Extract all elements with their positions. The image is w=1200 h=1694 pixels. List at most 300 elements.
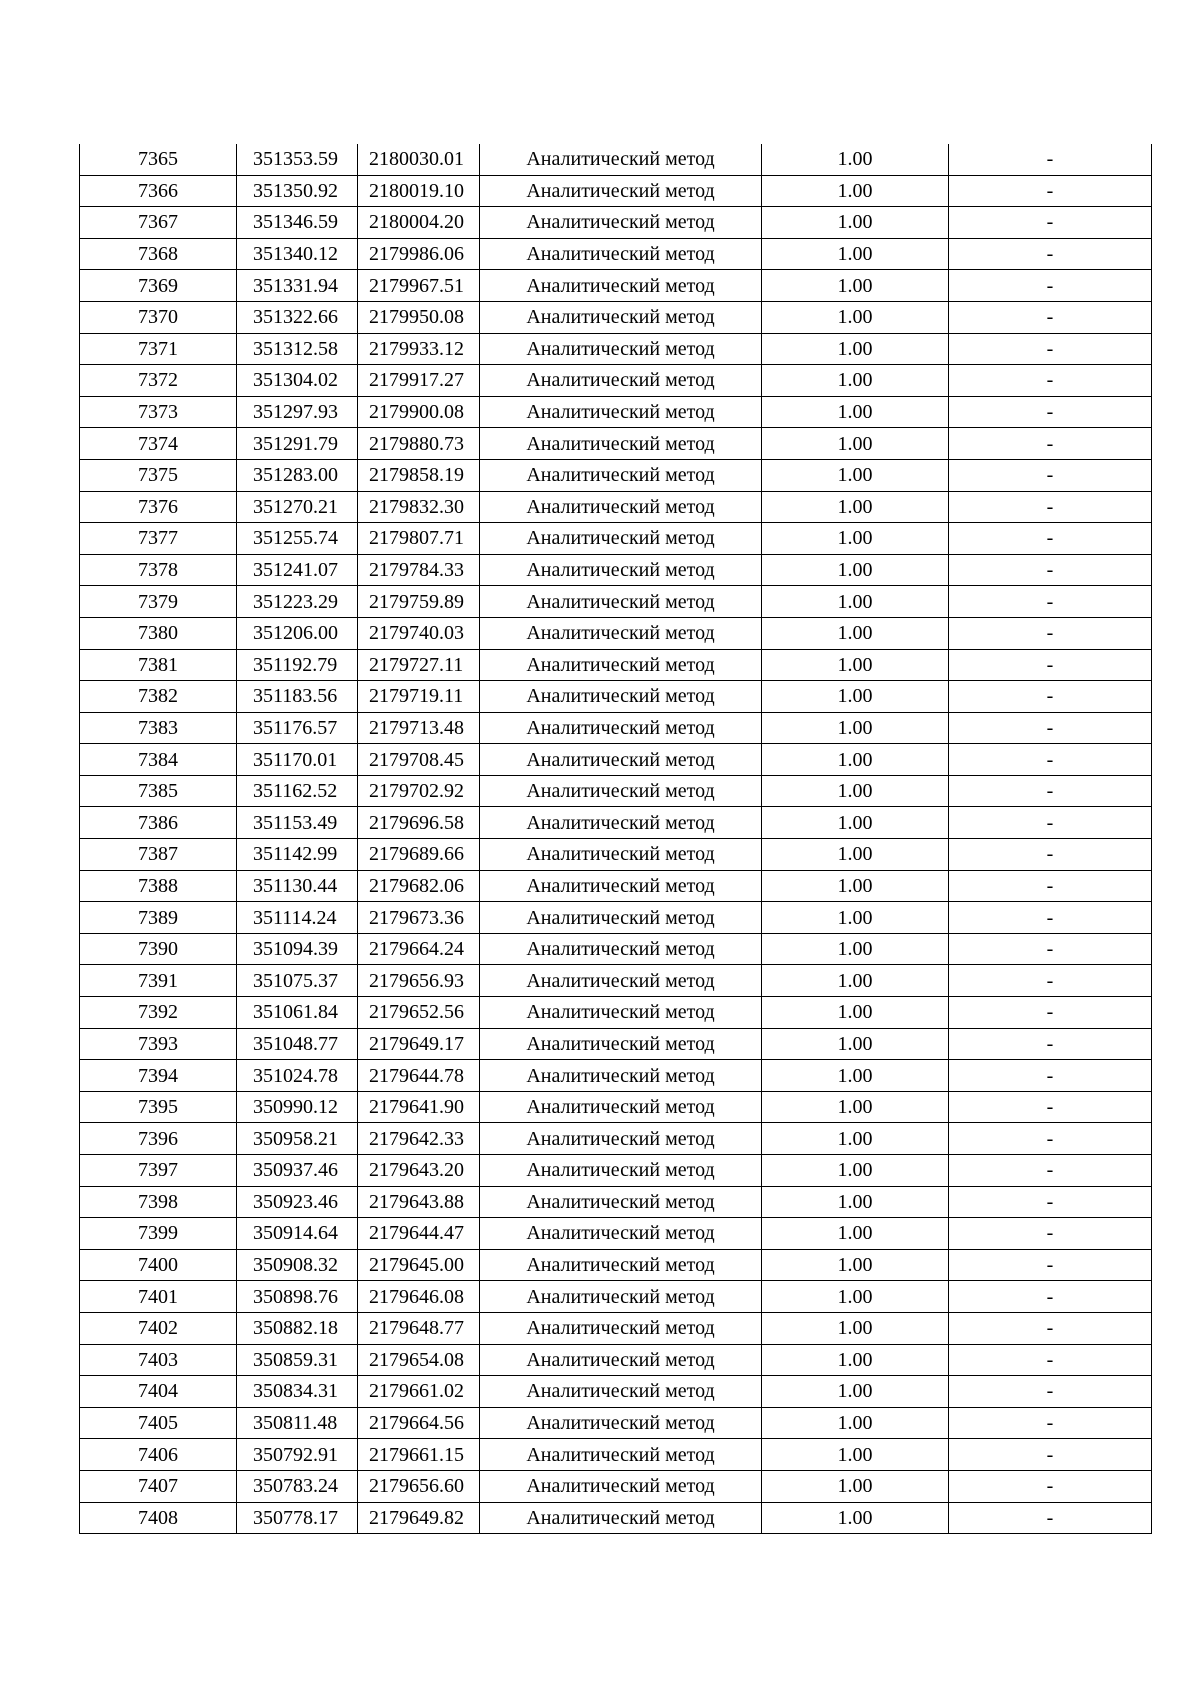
description-cell: - [949,554,1152,586]
x-coordinate-cell: 351331.94 [237,270,358,302]
y-coordinate-cell: 2179648.77 [358,1312,480,1344]
x-coordinate-cell: 351048.77 [237,1028,358,1060]
method-cell: Аналитический метод [480,870,762,902]
point-number-cell: 7402 [80,1312,237,1344]
method-cell: Аналитический метод [480,933,762,965]
description-cell: - [949,1091,1152,1123]
accuracy-cell: 1.00 [762,1060,949,1092]
x-coordinate-cell: 351061.84 [237,997,358,1029]
method-cell: Аналитический метод [480,1060,762,1092]
accuracy-cell: 1.00 [762,270,949,302]
point-number-cell: 7398 [80,1186,237,1218]
point-number-cell: 7382 [80,681,237,713]
x-coordinate-cell: 350898.76 [237,1281,358,1313]
table-row [80,175,1152,207]
x-coordinate-cell: 350908.32 [237,1249,358,1281]
accuracy-cell: 1.00 [762,1281,949,1313]
accuracy-cell: 1.00 [762,333,949,365]
method-cell: Аналитический метод [480,649,762,681]
accuracy-cell: 1.00 [762,902,949,934]
table-row [80,1312,1152,1344]
method-cell: Аналитический метод [480,839,762,871]
x-coordinate-cell: 351283.00 [237,459,358,491]
point-number-cell: 7370 [80,301,237,333]
accuracy-cell: 1.00 [762,649,949,681]
method-cell: Аналитический метод [480,1439,762,1471]
method-cell: Аналитический метод [480,586,762,618]
x-coordinate-cell: 351192.79 [237,649,358,681]
x-coordinate-cell: 351223.29 [237,586,358,618]
point-number-cell: 7386 [80,807,237,839]
method-cell: Аналитический метод [480,1028,762,1060]
accuracy-cell: 1.00 [762,1028,949,1060]
accuracy-cell: 1.00 [762,238,949,270]
y-coordinate-cell: 2179682.06 [358,870,480,902]
table-row [80,1344,1152,1376]
point-number-cell: 7395 [80,1091,237,1123]
point-number-cell: 7368 [80,238,237,270]
table-row [80,144,1152,175]
y-coordinate-cell: 2179740.03 [358,617,480,649]
y-coordinate-cell: 2179917.27 [358,365,480,397]
point-number-cell: 7388 [80,870,237,902]
table-row [80,1470,1152,1502]
description-cell: - [949,1470,1152,1502]
table-row [80,744,1152,776]
x-coordinate-cell: 351075.37 [237,965,358,997]
description-cell: - [949,775,1152,807]
table-row [80,1123,1152,1155]
table-row [80,649,1152,681]
x-coordinate-cell: 351176.57 [237,712,358,744]
y-coordinate-cell: 2179713.48 [358,712,480,744]
x-coordinate-cell: 351346.59 [237,207,358,239]
table-row [80,365,1152,397]
method-cell: Аналитический метод [480,144,762,175]
y-coordinate-cell: 2179759.89 [358,586,480,618]
table-row [80,712,1152,744]
point-number-cell: 7408 [80,1502,237,1534]
table-row [80,775,1152,807]
description-cell: - [949,839,1152,871]
y-coordinate-cell: 2180004.20 [358,207,480,239]
method-cell: Аналитический метод [480,270,762,302]
point-number-cell: 7403 [80,1344,237,1376]
description-cell: - [949,1312,1152,1344]
y-coordinate-cell: 2179933.12 [358,333,480,365]
description-cell: - [949,333,1152,365]
x-coordinate-cell: 351297.93 [237,396,358,428]
description-cell: - [949,1028,1152,1060]
accuracy-cell: 1.00 [762,807,949,839]
point-number-cell: 7389 [80,902,237,934]
table-row [80,333,1152,365]
method-cell: Аналитический метод [480,1155,762,1187]
y-coordinate-cell: 2179807.71 [358,523,480,555]
x-coordinate-cell: 350783.24 [237,1470,358,1502]
y-coordinate-cell: 2179641.90 [358,1091,480,1123]
description-cell: - [949,207,1152,239]
point-number-cell: 7380 [80,617,237,649]
point-number-cell: 7383 [80,712,237,744]
accuracy-cell: 1.00 [762,207,949,239]
description-cell: - [949,1281,1152,1313]
accuracy-cell: 1.00 [762,1186,949,1218]
y-coordinate-cell: 2179673.36 [358,902,480,934]
method-cell: Аналитический метод [480,617,762,649]
description-cell: - [949,617,1152,649]
accuracy-cell: 1.00 [762,965,949,997]
y-coordinate-cell: 2179652.56 [358,997,480,1029]
point-number-cell: 7374 [80,428,237,460]
accuracy-cell: 1.00 [762,997,949,1029]
y-coordinate-cell: 2179649.17 [358,1028,480,1060]
y-coordinate-cell: 2179644.47 [358,1218,480,1250]
accuracy-cell: 1.00 [762,586,949,618]
point-number-cell: 7387 [80,839,237,871]
accuracy-cell: 1.00 [762,933,949,965]
table-row [80,1028,1152,1060]
description-cell: - [949,1218,1152,1250]
method-cell: Аналитический метод [480,1281,762,1313]
point-number-cell: 7375 [80,459,237,491]
method-cell: Аналитический метод [480,1091,762,1123]
accuracy-cell: 1.00 [762,1123,949,1155]
method-cell: Аналитический метод [480,238,762,270]
accuracy-cell: 1.00 [762,839,949,871]
method-cell: Аналитический метод [480,1407,762,1439]
description-cell: - [949,1407,1152,1439]
method-cell: Аналитический метод [480,175,762,207]
accuracy-cell: 1.00 [762,459,949,491]
point-number-cell: 7384 [80,744,237,776]
accuracy-cell: 1.00 [762,491,949,523]
y-coordinate-cell: 2179644.78 [358,1060,480,1092]
accuracy-cell: 1.00 [762,1439,949,1471]
accuracy-cell: 1.00 [762,1312,949,1344]
x-coordinate-cell: 351353.59 [237,144,358,175]
y-coordinate-cell: 2179646.08 [358,1281,480,1313]
description-cell: - [949,1123,1152,1155]
y-coordinate-cell: 2179643.88 [358,1186,480,1218]
description-cell: - [949,1155,1152,1187]
description-cell: - [949,175,1152,207]
x-coordinate-cell: 351312.58 [237,333,358,365]
point-number-cell: 7390 [80,933,237,965]
table-row [80,997,1152,1029]
x-coordinate-cell: 351170.01 [237,744,358,776]
y-coordinate-cell: 2179702.92 [358,775,480,807]
x-coordinate-cell: 351094.39 [237,933,358,965]
y-coordinate-cell: 2179645.00 [358,1249,480,1281]
point-number-cell: 7367 [80,207,237,239]
method-cell: Аналитический метод [480,301,762,333]
table-row [80,1376,1152,1408]
y-coordinate-cell: 2179689.66 [358,839,480,871]
accuracy-cell: 1.00 [762,1344,949,1376]
table-row [80,1281,1152,1313]
method-cell: Аналитический метод [480,1312,762,1344]
point-number-cell: 7381 [80,649,237,681]
description-cell: - [949,712,1152,744]
accuracy-cell: 1.00 [762,712,949,744]
y-coordinate-cell: 2179708.45 [358,744,480,776]
point-number-cell: 7373 [80,396,237,428]
accuracy-cell: 1.00 [762,1376,949,1408]
method-cell: Аналитический метод [480,902,762,934]
description-cell: - [949,586,1152,618]
method-cell: Аналитический метод [480,807,762,839]
y-coordinate-cell: 2179727.11 [358,649,480,681]
y-coordinate-cell: 2179858.19 [358,459,480,491]
y-coordinate-cell: 2179986.06 [358,238,480,270]
y-coordinate-cell: 2179654.08 [358,1344,480,1376]
method-cell: Аналитический метод [480,1249,762,1281]
y-coordinate-cell: 2179661.15 [358,1439,480,1471]
point-number-cell: 7366 [80,175,237,207]
description-cell: - [949,807,1152,839]
description-cell: - [949,270,1152,302]
accuracy-cell: 1.00 [762,870,949,902]
y-coordinate-cell: 2179880.73 [358,428,480,460]
table-row [80,459,1152,491]
description-cell: - [949,144,1152,175]
table-row [80,523,1152,555]
table-row [80,301,1152,333]
description-cell: - [949,681,1152,713]
y-coordinate-cell: 2179642.33 [358,1123,480,1155]
x-coordinate-cell: 351024.78 [237,1060,358,1092]
method-cell: Аналитический метод [480,681,762,713]
x-coordinate-cell: 351241.07 [237,554,358,586]
x-coordinate-cell: 351255.74 [237,523,358,555]
x-coordinate-cell: 350859.31 [237,1344,358,1376]
x-coordinate-cell: 351162.52 [237,775,358,807]
x-coordinate-cell: 350778.17 [237,1502,358,1534]
accuracy-cell: 1.00 [762,365,949,397]
description-cell: - [949,1249,1152,1281]
table-row [80,1439,1152,1471]
y-coordinate-cell: 2179719.11 [358,681,480,713]
method-cell: Аналитический метод [480,997,762,1029]
x-coordinate-cell: 351130.44 [237,870,358,902]
description-cell: - [949,1439,1152,1471]
table-row [80,933,1152,965]
description-cell: - [949,1502,1152,1534]
description-cell: - [949,1060,1152,1092]
point-number-cell: 7399 [80,1218,237,1250]
x-coordinate-cell: 351206.00 [237,617,358,649]
point-number-cell: 7404 [80,1376,237,1408]
accuracy-cell: 1.00 [762,175,949,207]
x-coordinate-cell: 351183.56 [237,681,358,713]
description-cell: - [949,1186,1152,1218]
y-coordinate-cell: 2179656.93 [358,965,480,997]
method-cell: Аналитический метод [480,1186,762,1218]
table-row [80,428,1152,460]
accuracy-cell: 1.00 [762,1218,949,1250]
accuracy-cell: 1.00 [762,1249,949,1281]
point-number-cell: 7392 [80,997,237,1029]
method-cell: Аналитический метод [480,207,762,239]
y-coordinate-cell: 2180019.10 [358,175,480,207]
table-row [80,270,1152,302]
point-number-cell: 7394 [80,1060,237,1092]
point-number-cell: 7400 [80,1249,237,1281]
description-cell: - [949,238,1152,270]
table-row [80,965,1152,997]
x-coordinate-cell: 351304.02 [237,365,358,397]
x-coordinate-cell: 351340.12 [237,238,358,270]
table-row [80,870,1152,902]
description-cell: - [949,744,1152,776]
point-number-cell: 7397 [80,1155,237,1187]
point-number-cell: 7376 [80,491,237,523]
y-coordinate-cell: 2179649.82 [358,1502,480,1534]
table-row [80,617,1152,649]
x-coordinate-cell: 351291.79 [237,428,358,460]
table-row [80,1091,1152,1123]
point-number-cell: 7396 [80,1123,237,1155]
description-cell: - [949,870,1152,902]
accuracy-cell: 1.00 [762,1502,949,1534]
y-coordinate-cell: 2179643.20 [358,1155,480,1187]
table-row [80,1218,1152,1250]
y-coordinate-cell: 2179661.02 [358,1376,480,1408]
accuracy-cell: 1.00 [762,144,949,175]
x-coordinate-cell: 350937.46 [237,1155,358,1187]
table-row [80,902,1152,934]
method-cell: Аналитический метод [480,965,762,997]
accuracy-cell: 1.00 [762,1155,949,1187]
accuracy-cell: 1.00 [762,301,949,333]
method-cell: Аналитический метод [480,428,762,460]
table-row [80,1060,1152,1092]
point-number-cell: 7379 [80,586,237,618]
method-cell: Аналитический метод [480,1344,762,1376]
description-cell: - [949,649,1152,681]
table-row [80,807,1152,839]
description-cell: - [949,365,1152,397]
accuracy-cell: 1.00 [762,428,949,460]
table-row [80,586,1152,618]
x-coordinate-cell: 351270.21 [237,491,358,523]
point-number-cell: 7369 [80,270,237,302]
method-cell: Аналитический метод [480,712,762,744]
y-coordinate-cell: 2179784.33 [358,554,480,586]
x-coordinate-cell: 351322.66 [237,301,358,333]
y-coordinate-cell: 2180030.01 [358,144,480,175]
description-cell: - [949,965,1152,997]
description-cell: - [949,1376,1152,1408]
coordinates-table-body [80,144,1152,1534]
description-cell: - [949,428,1152,460]
point-number-cell: 7378 [80,554,237,586]
x-coordinate-cell: 351350.92 [237,175,358,207]
accuracy-cell: 1.00 [762,775,949,807]
method-cell: Аналитический метод [480,365,762,397]
x-coordinate-cell: 351153.49 [237,807,358,839]
table-row [80,491,1152,523]
method-cell: Аналитический метод [480,1470,762,1502]
table-row [80,238,1152,270]
point-number-cell: 7407 [80,1470,237,1502]
table-row [80,1407,1152,1439]
method-cell: Аналитический метод [480,1502,762,1534]
table-row [80,1502,1152,1534]
table-row [80,1186,1152,1218]
table-row [80,554,1152,586]
method-cell: Аналитический метод [480,1218,762,1250]
accuracy-cell: 1.00 [762,617,949,649]
y-coordinate-cell: 2179967.51 [358,270,480,302]
point-number-cell: 7391 [80,965,237,997]
accuracy-cell: 1.00 [762,1407,949,1439]
point-number-cell: 7365 [80,144,237,175]
x-coordinate-cell: 351114.24 [237,902,358,934]
method-cell: Аналитический метод [480,775,762,807]
method-cell: Аналитический метод [480,1376,762,1408]
accuracy-cell: 1.00 [762,523,949,555]
method-cell: Аналитический метод [480,459,762,491]
point-number-cell: 7405 [80,1407,237,1439]
description-cell: - [949,491,1152,523]
table-row [80,396,1152,428]
method-cell: Аналитический метод [480,554,762,586]
point-number-cell: 7371 [80,333,237,365]
method-cell: Аналитический метод [480,491,762,523]
accuracy-cell: 1.00 [762,744,949,776]
coordinates-table [79,144,1152,1534]
accuracy-cell: 1.00 [762,554,949,586]
x-coordinate-cell: 350923.46 [237,1186,358,1218]
point-number-cell: 7385 [80,775,237,807]
description-cell: - [949,997,1152,1029]
table-row [80,207,1152,239]
point-number-cell: 7372 [80,365,237,397]
y-coordinate-cell: 2179900.08 [358,396,480,428]
y-coordinate-cell: 2179950.08 [358,301,480,333]
point-number-cell: 7406 [80,1439,237,1471]
table-row [80,1155,1152,1187]
y-coordinate-cell: 2179656.60 [358,1470,480,1502]
x-coordinate-cell: 350792.91 [237,1439,358,1471]
accuracy-cell: 1.00 [762,396,949,428]
x-coordinate-cell: 350811.48 [237,1407,358,1439]
method-cell: Аналитический метод [480,523,762,555]
point-number-cell: 7377 [80,523,237,555]
method-cell: Аналитический метод [480,333,762,365]
description-cell: - [949,459,1152,491]
table-row [80,1249,1152,1281]
description-cell: - [949,902,1152,934]
point-number-cell: 7393 [80,1028,237,1060]
table-row [80,839,1152,871]
point-number-cell: 7401 [80,1281,237,1313]
x-coordinate-cell: 350914.64 [237,1218,358,1250]
y-coordinate-cell: 2179832.30 [358,491,480,523]
description-cell: - [949,396,1152,428]
x-coordinate-cell: 350882.18 [237,1312,358,1344]
description-cell: - [949,523,1152,555]
y-coordinate-cell: 2179696.58 [358,807,480,839]
y-coordinate-cell: 2179664.56 [358,1407,480,1439]
x-coordinate-cell: 350834.31 [237,1376,358,1408]
method-cell: Аналитический метод [480,396,762,428]
y-coordinate-cell: 2179664.24 [358,933,480,965]
description-cell: - [949,1344,1152,1376]
x-coordinate-cell: 351142.99 [237,839,358,871]
